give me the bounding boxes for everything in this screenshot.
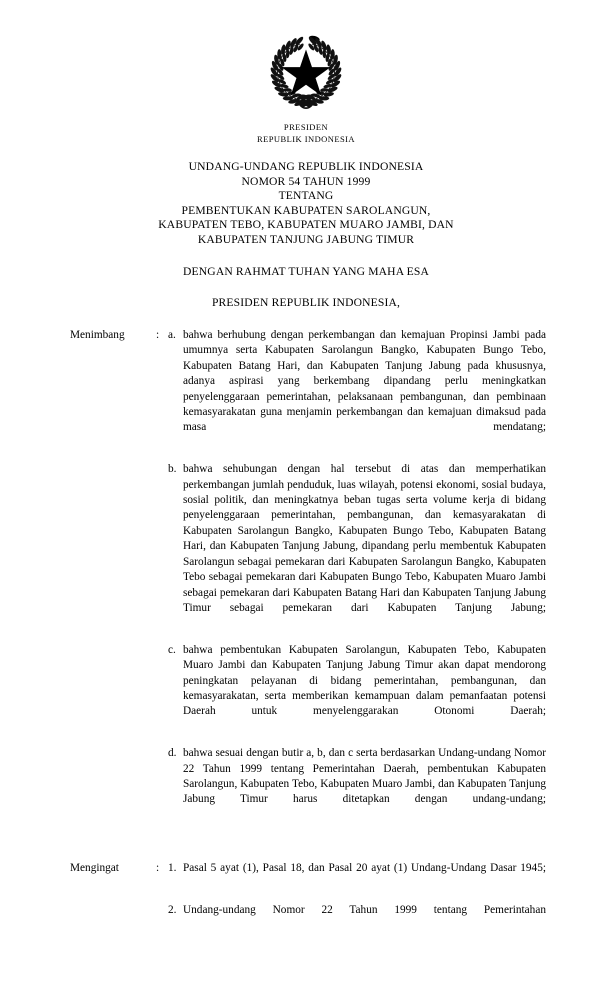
emblem-block (0, 30, 612, 145)
list-item (168, 861, 546, 892)
mengingat-row (70, 861, 546, 934)
list-item-text: bahwa sesuai dengan butir a, b, dan c serta berdasarkan Undang-undang Nomor 22 Tahun 1999 tentang Pemerintahan Daerah, pembentukan Kabupaten Sarolangun, Kabupaten Tebo, Kabupaten Muaro Jambi, dan Kabupaten Tanjung Jabung Timur harus ditetapkan dengan undang-undang; (183, 747, 546, 806)
list-item (168, 643, 546, 735)
list-item-text: Pasal 5 ayat (1), Pasal 18, dan Pasal 20 ayat (1) Undang-Undang Dasar 1945; (183, 862, 546, 874)
presidential-star-wreath-icon (264, 30, 348, 114)
mengingat-colon: : (156, 862, 160, 874)
menimbang-colon: : (156, 329, 160, 341)
list-item (168, 903, 546, 934)
menimbang-label: Menimbang (70, 329, 125, 341)
list-item-marker: c. (168, 643, 176, 656)
mengingat-items (168, 861, 546, 934)
menimbang-row (70, 328, 546, 823)
title-line-5: KABUPATEN TEBO, KABUPATEN MUARO JAMBI, DAN (158, 218, 454, 232)
list-item-text: bahwa pembentukan Kabupaten Sarolangun, Kabupaten Tebo, Kabupaten Muaro Jambi dan Kabupaten Tanjung Jabung Timur akan dapat mendorong peningkatan pelayanan di bidang pemerintahan, pembangunan, dan kemasyarakatan, serta memberikan kemampuan dalam pemanfaatan potensi Daerah untuk menyelenggarakan Otonomi Daerah; (183, 643, 546, 718)
emblem-caption-line-2: REPUBLIK INDONESIA (256, 133, 356, 144)
authority-line: PRESIDEN REPUBLIK INDONESIA, (211, 296, 401, 309)
page-title (0, 160, 612, 248)
menimbang-section (70, 328, 546, 823)
title-line-6: KABUPATEN TANJUNG JABUNG TIMUR (197, 232, 415, 246)
mengingat-label: Mengingat (70, 862, 119, 874)
mengingat-section (70, 861, 546, 934)
list-item-text: bahwa sehubungan dengan hal tersebut di atas dan memperhatikan perkembangan jumlah penduduk, luas wilayah, potensi ekonomi, sosial budaya, sosial politik, dan meningkatnya beban tugas serta volume kerja di bidang penyelenggaraan pemerintahan, pembangunan, dan kemasyarakatan di Kabupaten Sarolangun Bangko, Kabupaten Bungo Tebo, Kabupaten Batang Hari, dan Kabupaten Tanjung Jabung, dipandang perlu membentuk Kabupaten Sarolangun sebagai pemekaran dari Kabupaten Sarolangun Bangko, Kabupaten Tebo sebagai pemekaran dari Kabupaten Bungo Tebo, Kabupaten Muaro Jambi sebagai pemekaran dari Kabupaten Batang Hari dan Kabupaten Tanjung Jabung Timur sebagai pemekaran dari Kabupaten Tanjung Jabung; (183, 463, 546, 614)
invocation-line: DENGAN RAHMAT TUHAN YANG MAHA ESA (183, 265, 429, 278)
list-item (168, 746, 546, 823)
list-item-text: Undang-undang Nomor 22 Tahun 1999 tentang Pemerintahan (183, 903, 546, 916)
emblem-caption-line-1: PRESIDEN (283, 122, 329, 132)
list-item-marker: a. (168, 329, 176, 341)
title-line-4: PEMBENTUKAN KABUPATEN SAROLANGUN, (181, 203, 431, 217)
list-item-text: bahwa berhubung dengan perkembangan dan kemajuan Propinsi Jambi pada umumnya serta Kabupaten Sarolangun Bangko, Kabupaten Bungo Tebo, Kabupaten Batang Hari, dan Kabupaten Tanjung Jabung pada khususnya, adanya aspirasi yang berkembang dipandang perlu meningkatkan penyelenggaraan pemerintahan, pelaksanaan pembangunan, dan pembinaan kemasyarakatan guna menjamin perkembangan dan kemajuan dimaksud pada masa mendatang; (183, 329, 546, 434)
list-item (168, 328, 546, 451)
list-item-marker: 1. (168, 862, 177, 874)
list-item (168, 462, 546, 631)
menimbang-items (168, 328, 546, 823)
list-item-marker: 2. (168, 903, 177, 916)
title-line-2: NOMOR 54 TAHUN 1999 (241, 174, 371, 188)
list-item-marker: d. (168, 747, 177, 760)
title-line-3: TENTANG (278, 189, 334, 203)
list-item-marker: b. (168, 463, 177, 476)
emblem-caption (0, 122, 612, 145)
title-line-1: UNDANG-UNDANG REPUBLIK INDONESIA (188, 160, 424, 173)
